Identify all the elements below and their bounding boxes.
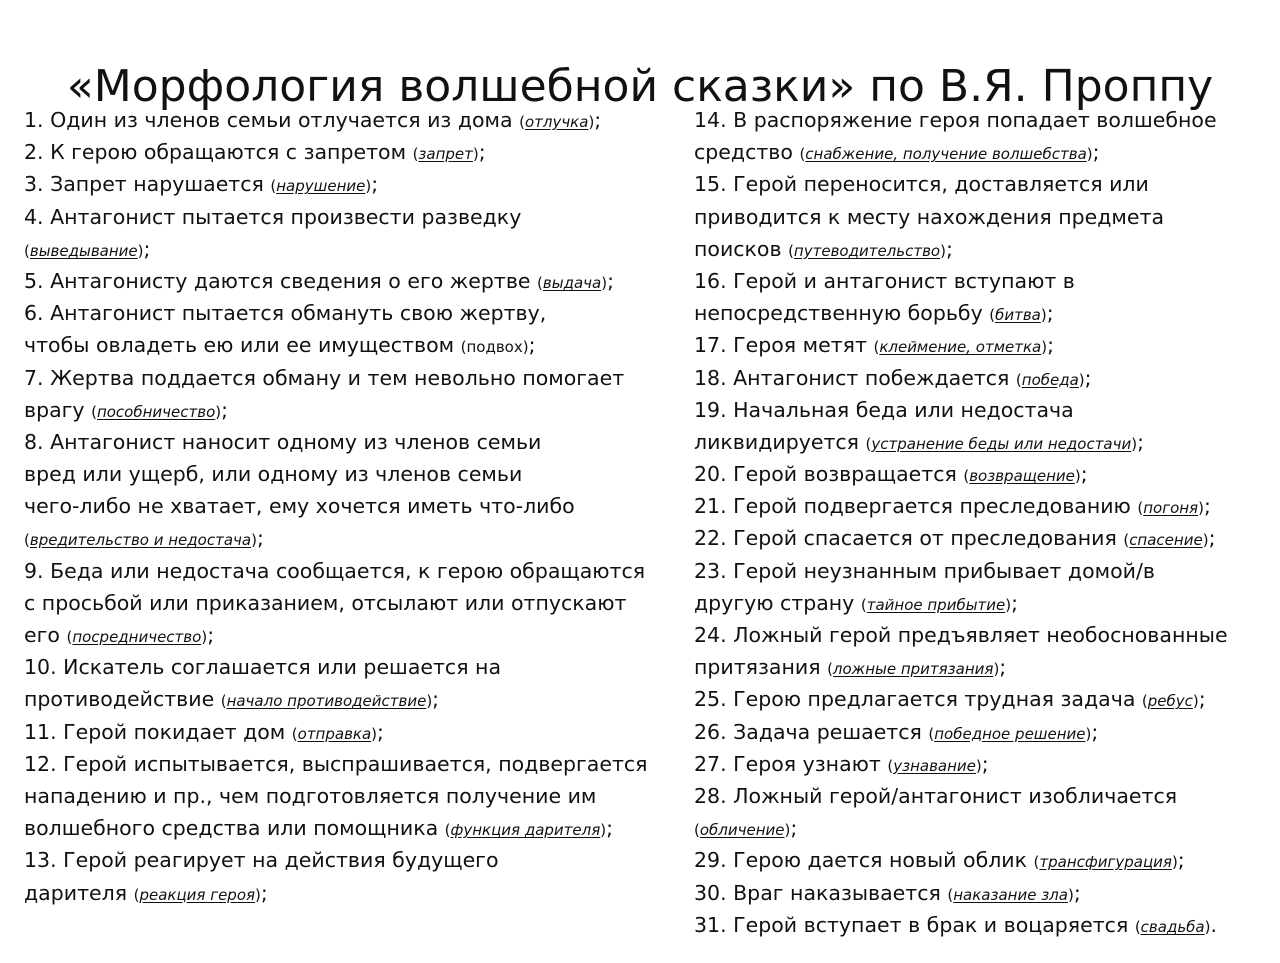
function-term: нарушение xyxy=(276,177,366,196)
function-term: возвращение xyxy=(969,467,1075,486)
paren-close: ) xyxy=(201,628,208,646)
line-punctuation: ; xyxy=(1073,880,1081,905)
line-punctuation: ; xyxy=(1046,301,1054,326)
function-text: 3. Запрет нарушается xyxy=(24,172,271,197)
paren-open: ( xyxy=(860,595,867,614)
function-line xyxy=(24,587,674,619)
function-text: 1. Один из членов семьи отлучается из дома xyxy=(24,108,520,132)
paren-open: ( xyxy=(220,692,227,711)
function-term: свадьба xyxy=(1140,917,1205,936)
function-line xyxy=(24,458,674,490)
function-text: 7. Жертва поддается обману и тем невольно помогает xyxy=(24,365,625,390)
paren-close: ) xyxy=(1192,692,1199,711)
function-text: 31. Герой вступает в брак и воцаряется xyxy=(694,912,1135,937)
function-line xyxy=(694,490,1269,522)
function-text: 19. Начальная беда или недостача xyxy=(694,397,1074,422)
line-punctuation: ; xyxy=(371,172,379,197)
paren-open: ( xyxy=(133,885,140,904)
function-text: ликвидируется xyxy=(694,429,866,454)
paren-close: ) xyxy=(993,660,1000,679)
function-term: ребус xyxy=(1147,692,1193,711)
paren-close: ) xyxy=(1171,853,1178,872)
function-term: выведывание xyxy=(29,241,138,260)
function-term: снабжение, получение волшебства xyxy=(805,145,1087,164)
paren-close: ) xyxy=(137,241,144,260)
paren-close: ) xyxy=(1005,595,1012,614)
function-line xyxy=(694,297,1269,329)
line-punctuation: ; xyxy=(1208,526,1216,551)
function-text: дарителя xyxy=(24,880,134,905)
line-punctuation: ; xyxy=(1137,429,1145,454)
paren-close: ) xyxy=(472,145,479,164)
function-term: путеводительство xyxy=(793,241,941,260)
paren-close: ) xyxy=(1067,885,1074,904)
line-punctuation: ; xyxy=(1177,848,1185,873)
line-punctuation: ; xyxy=(594,108,602,132)
function-line xyxy=(694,748,1269,780)
function-text: 30. Враг наказывается xyxy=(694,880,948,905)
function-line xyxy=(694,683,1269,715)
function-text: 9. Беда или недостача сообщается, к герою обращаются xyxy=(24,558,646,583)
function-text: 8. Антагонист наносит одному из членов семьи xyxy=(24,429,542,454)
function-term: тайное прибытие xyxy=(866,595,1006,614)
line-punctuation: ; xyxy=(790,816,798,841)
line-punctuation: ; xyxy=(945,236,953,261)
function-line xyxy=(694,651,1269,683)
function-line xyxy=(24,555,674,587)
function-text: непосредственную борьбу xyxy=(694,301,990,326)
function-term: погоня xyxy=(1143,499,1199,518)
functions-list-right xyxy=(694,104,1269,941)
function-term: отлучка xyxy=(524,113,589,131)
function-text: поисков xyxy=(694,236,789,261)
function-line xyxy=(694,812,1269,844)
paren-close: ) xyxy=(1086,145,1093,164)
paren-open: ( xyxy=(270,177,277,196)
line-punctuation: ; xyxy=(606,816,614,841)
function-text: 12. Герой испытывается, выспрашивается, подвергается xyxy=(24,751,648,776)
function-line xyxy=(694,233,1269,265)
function-text: 24. Ложный герой предъявляет необоснованные xyxy=(694,623,1228,647)
function-text: чего-либо не хватает, ему хочется иметь что-либо xyxy=(24,494,575,519)
function-line xyxy=(24,522,674,554)
line-punctuation: ; xyxy=(256,526,264,551)
paren-close: ) xyxy=(371,724,378,743)
function-text: чтобы овладеть ею или ее имуществом xyxy=(24,333,461,358)
paren-close: ) xyxy=(975,756,982,775)
function-line xyxy=(694,329,1269,361)
paren-open: ( xyxy=(788,241,794,260)
function-term: вредительство и недостача xyxy=(29,531,252,550)
paren-open: ( xyxy=(66,628,73,646)
function-line xyxy=(694,909,1269,941)
function-line xyxy=(694,458,1269,490)
function-line xyxy=(24,136,674,168)
function-line xyxy=(24,329,674,361)
paren-open: ( xyxy=(91,402,97,421)
line-punctuation: ; xyxy=(478,140,486,165)
function-text: 28. Ложный герой/антагонист изобличается xyxy=(694,783,1178,808)
line-punctuation: ; xyxy=(432,687,440,712)
function-term: клеймение, отметка xyxy=(879,338,1042,357)
function-line xyxy=(694,394,1269,426)
function-text: 21. Герой подвергается преследованию xyxy=(694,494,1138,519)
paren-open: ( xyxy=(537,273,543,292)
paren-close: ) xyxy=(1204,917,1211,936)
paren-close: ) xyxy=(1078,370,1085,389)
paren-close: ) xyxy=(1202,531,1209,550)
function-term: запрет xyxy=(418,145,473,164)
line-punctuation: ; xyxy=(1092,140,1100,165)
function-term: посредничество xyxy=(72,628,202,646)
function-line xyxy=(24,233,674,265)
function-text: 13. Герой реагирует на действия будущего xyxy=(24,848,499,873)
function-text: средство xyxy=(694,140,800,165)
function-line xyxy=(24,297,674,329)
paren-open: ( xyxy=(947,885,954,904)
paren-open: ( xyxy=(519,113,525,131)
paren-open: ( xyxy=(963,467,970,486)
function-text: другую страну xyxy=(694,590,861,615)
function-line xyxy=(24,265,674,297)
paren-open: ( xyxy=(444,821,451,840)
function-line xyxy=(694,844,1269,876)
paren-open: ( xyxy=(865,434,872,453)
function-text: 14. В распоряжение героя попадает волшебное xyxy=(694,108,1217,132)
paren-open: ( xyxy=(412,145,419,164)
function-line xyxy=(694,201,1269,233)
function-text: 10. Искатель соглашается или решается на xyxy=(24,655,502,680)
function-text: 20. Герой возвращается xyxy=(694,462,964,487)
function-line xyxy=(24,426,674,458)
line-punctuation: ; xyxy=(1011,590,1019,615)
function-line xyxy=(694,780,1269,812)
paren-close: ) xyxy=(426,692,433,711)
function-line xyxy=(24,780,674,812)
function-text: 11. Герой покидает дом xyxy=(24,719,292,744)
function-text: врагу xyxy=(24,397,92,422)
function-term: обличение xyxy=(699,821,785,840)
line-punctuation: ; xyxy=(260,880,268,905)
paren-open: ( xyxy=(1033,853,1040,872)
function-line xyxy=(694,168,1269,200)
paren-open: ( xyxy=(1137,499,1144,518)
function-line xyxy=(24,651,674,683)
function-term: подвох xyxy=(466,338,523,357)
paren-close: ) xyxy=(215,402,222,421)
function-term: начало противодействие xyxy=(226,692,427,711)
function-line xyxy=(24,716,674,748)
function-line xyxy=(24,683,674,715)
paren-close: ) xyxy=(365,177,372,196)
function-text: притязания xyxy=(694,655,828,680)
line-punctuation: ; xyxy=(1047,333,1055,358)
function-term: устранение беды или недостачи xyxy=(871,434,1132,453)
function-line xyxy=(694,877,1269,909)
function-term: выдача xyxy=(542,273,602,292)
paren-open: ( xyxy=(694,821,700,840)
paren-open: ( xyxy=(1134,917,1141,936)
paren-open: ( xyxy=(887,756,894,775)
paren-close: ) xyxy=(1041,338,1048,357)
function-line xyxy=(694,265,1269,297)
paren-close: ) xyxy=(1131,434,1138,453)
function-text: 27. Героя узнают xyxy=(694,751,888,776)
function-text: 6. Антагонист пытается обмануть свою жертву, xyxy=(24,301,547,326)
line-punctuation: ; xyxy=(377,719,384,744)
function-line xyxy=(24,168,674,200)
functions-list-left xyxy=(24,104,674,909)
paren-open: ( xyxy=(291,724,298,743)
paren-open: ( xyxy=(24,531,30,550)
function-text: 2. К герою обращаются с запретом xyxy=(24,140,413,165)
paren-close: ) xyxy=(1198,499,1204,518)
function-text: приводится к месту нахождения предмета xyxy=(694,204,1165,229)
function-line xyxy=(24,490,674,522)
paren-close: ) xyxy=(588,113,595,131)
function-text: 26. Задача решается xyxy=(694,719,929,744)
paren-open: ( xyxy=(799,145,806,164)
function-line xyxy=(694,136,1269,168)
function-term: трансфигурация xyxy=(1039,853,1172,872)
function-term: пособничество xyxy=(96,402,216,421)
paren-open: ( xyxy=(928,724,935,743)
paren-close: ) xyxy=(1040,306,1047,325)
function-text: 18. Антагонист побеждается xyxy=(694,365,1016,390)
function-text: 22. Герой спасается от преследования xyxy=(694,526,1124,551)
function-line xyxy=(694,522,1269,554)
paren-open: ( xyxy=(1015,370,1022,389)
function-line xyxy=(694,587,1269,619)
function-line xyxy=(694,555,1269,587)
paren-close: ) xyxy=(1074,467,1081,486)
page-title: «Морфология волшебной сказки» по В.Я. Проппу xyxy=(66,61,1214,113)
line-punctuation: ; xyxy=(999,655,1007,680)
function-term: битва xyxy=(995,306,1041,325)
paren-close: ) xyxy=(255,885,261,904)
function-line xyxy=(24,619,674,651)
function-line xyxy=(24,201,674,233)
function-line xyxy=(694,104,1269,136)
function-text: 5. Антагонисту даются сведения о его жертве xyxy=(24,268,538,293)
function-line xyxy=(24,104,674,136)
function-text: 23. Герой неузнанным прибывает домой/в xyxy=(694,558,1155,583)
function-line xyxy=(694,619,1269,651)
function-text: вред или ущерб, или одному из членов семьи xyxy=(24,462,523,487)
function-text: противодействие xyxy=(24,687,221,712)
function-text: 17. Героя метят xyxy=(694,333,874,358)
paren-close: ) xyxy=(601,273,608,292)
paren-close: ) xyxy=(784,821,791,840)
function-term: отправка xyxy=(297,724,372,743)
paren-open: ( xyxy=(989,306,996,325)
function-term: узнавание xyxy=(893,756,976,775)
function-line xyxy=(694,426,1269,458)
paren-close: ) xyxy=(600,821,607,840)
line-punctuation: . xyxy=(1210,912,1217,937)
paren-close: ) xyxy=(1085,724,1092,743)
paren-open: ( xyxy=(460,338,467,357)
function-term: победа xyxy=(1021,370,1079,389)
paren-open: ( xyxy=(1123,531,1130,550)
function-line xyxy=(24,394,674,426)
line-punctuation: ; xyxy=(981,751,989,776)
function-term: функция дарителя xyxy=(450,821,601,840)
function-text: нападению и пр., чем подготовляется получение им xyxy=(24,783,597,808)
function-term: победное решение xyxy=(934,724,1086,743)
function-term: реакция героя xyxy=(139,885,256,904)
line-punctuation: ; xyxy=(1198,687,1206,712)
line-punctuation: ; xyxy=(1203,494,1211,519)
function-line xyxy=(694,362,1269,394)
function-line xyxy=(24,362,674,394)
function-line xyxy=(24,812,674,844)
function-text: с просьбой или приказанием, отсылают или отпускают xyxy=(24,590,627,615)
paren-open: ( xyxy=(24,241,30,260)
function-line xyxy=(694,716,1269,748)
line-punctuation: ; xyxy=(207,623,215,647)
function-term: спасение xyxy=(1129,531,1203,550)
paren-open: ( xyxy=(873,338,880,357)
paren-close: ) xyxy=(522,338,529,357)
function-text: его xyxy=(24,623,67,647)
function-line xyxy=(24,748,674,780)
line-punctuation: ; xyxy=(221,397,229,422)
function-text: 15. Герой переносится, доставляется или xyxy=(694,172,1149,197)
paren-open: ( xyxy=(1141,692,1148,711)
paren-open: ( xyxy=(827,660,833,679)
line-punctuation: ; xyxy=(1080,462,1088,487)
function-text: 16. Герой и антагонист вступают в xyxy=(694,268,1075,293)
line-punctuation: ; xyxy=(1084,365,1092,390)
function-text: 25. Герою предлагается трудная задача xyxy=(694,687,1142,712)
line-punctuation: ; xyxy=(607,268,614,293)
function-text: 29. Герою дается новый облик xyxy=(694,848,1034,873)
function-line xyxy=(24,844,674,876)
line-punctuation: ; xyxy=(528,333,536,358)
line-punctuation: ; xyxy=(143,236,151,261)
line-punctuation: ; xyxy=(1091,719,1099,744)
function-term: наказание зла xyxy=(953,885,1068,904)
paren-close: ) xyxy=(251,531,257,550)
function-text: 4. Антагонист пытается произвести разведку xyxy=(24,204,522,229)
function-term: ложные притязания xyxy=(832,660,994,679)
paren-close: ) xyxy=(940,241,946,260)
function-text: волшебного средства или помощника xyxy=(24,816,445,841)
function-line xyxy=(24,877,674,909)
